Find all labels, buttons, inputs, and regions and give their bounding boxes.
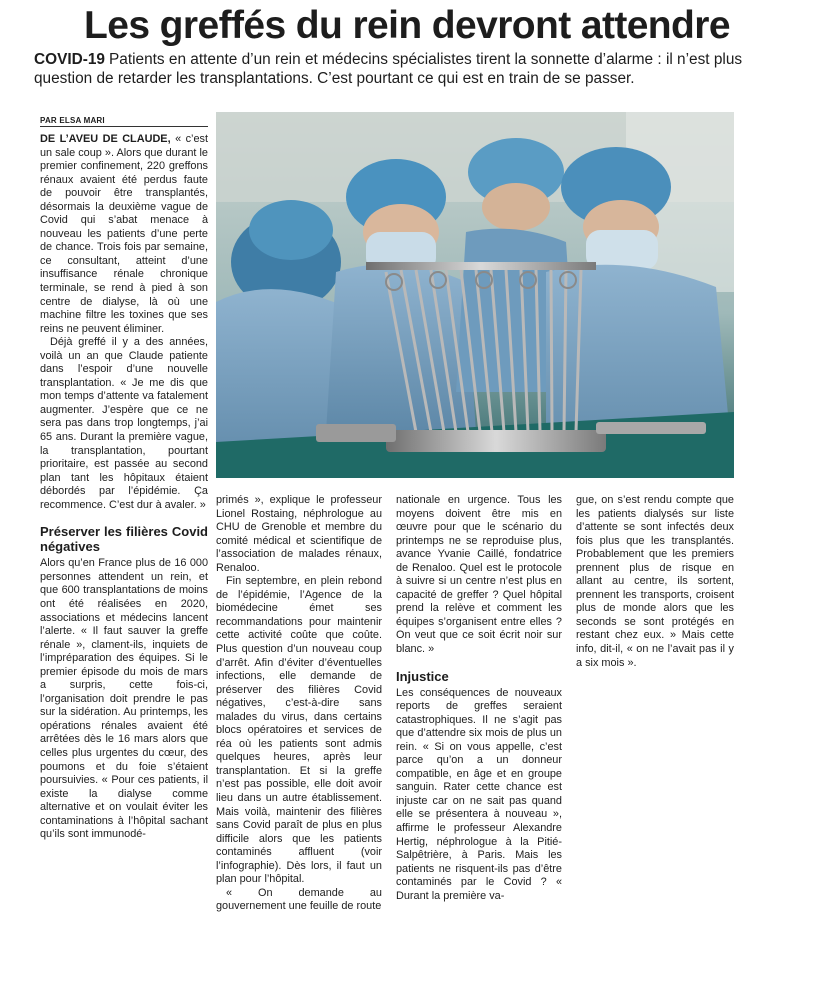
column-1 <box>40 133 208 842</box>
paragraph: Alors qu’en France plus de 16 000 personnes attendent un rein, et que 600 transplantations de moins ont été réalisées en 2020, associations et médecins lancent l’alerte. « Il faut sauver la greffe rénale », clament-ils, inquiets de l’impréparation des équipes. Si le premier épisode du mois de mars a surpris, cette fois-ci, l’organisation doit prendre le pas sur la sidération. Au printemps, les opérations rénales avaient été arrêtées dès le 16 mars alors que celles plus urgentes du cœur, des poumons et du foie s’étaient poursuivies. « Pour ces patients, il existe la dialyse comme alternative et on voulait éviter les contaminations à l’hôpital sachant qu’ils sont immunodé- <box>40 557 208 841</box>
paragraph: gue, on s’est rendu compte que les patients dialysés sur liste d’attente se sont infectés deux fois plus que les transplantés. Probablement que les premiers prennent plus de risque en allant au centre, ils sortent, prennent les transports, croisent plus de monde alors que les seconds se sont protégés en restant chez eux. » Mais cette info, dit-il, « on ne l’avait pas il y a six mois ». <box>576 494 734 669</box>
paragraph: Les conséquences de nouveaux reports de greffes seraient catastrophiques. Il ne s’agit pas que d’attendre six mois de plus un rein. « Si on vous appelle, c’est parce qu’on a un donneur compatible, en âge et en groupe sanguin. Rater cette chance est injuste car on ne sait pas quand elle se présentera à nouveau », affirme le professeur Alexandre Hertig, néphrologue à la Pitié-Salpêtrière, à Paris. Mais les patients ne risquent-ils pas d’être contaminés par le Covid ? « Durant la première va- <box>396 686 562 902</box>
subheading: Injustice <box>396 668 449 684</box>
paragraph-lead: DE L’AVEU DE CLAUDE, <box>40 133 171 145</box>
paragraph: Déjà greffé il y a des années, voilà un an que Claude patiente dans l’espoir d’une nouvelle transplantation. « Je me dis que mon temps d’attente va fatalement augmenter. J’espère que ce ne sera pas dans trop longtemps, j’ai 65 ans. Durant la première vague, la transplantation, pourtant prioritaire, est passée au second plan tant les hôpitaux étaient débordés par l’épidémie. Ça recommence. C’est dur à avaler. » <box>40 336 208 511</box>
byline: PAR ELSA MARI <box>40 116 105 125</box>
byline-rule <box>40 126 208 127</box>
standfirst <box>34 50 786 88</box>
surgery-photo <box>216 112 734 478</box>
column-2 <box>216 494 382 914</box>
paragraph: « On demande au gouvernement une feuille de route <box>216 886 382 913</box>
paragraph-text: « c’est un sale coup ». Alors que durant le premier confinement, 220 greffons rénaux avaient été perdus faute de pouvoir être transplantés, désormais la deuxième vague de Covid qui s’abat menace à nouveau les patients d’une perte de chance. Trois fois par semaine, ce consultant, atteint d’une insuffisance rénale chronique terminale, se rend à pied à son centre de dialyse, là où une machine filtre les toxines que ses reins ne peuvent éliminer. <box>40 133 208 335</box>
paragraph: nationale en urgence. Tous les moyens doivent être mis en œuvre pour que le scénario du printemps ne se reproduise plus, avance Yvanie Caillé, fondatrice de Renaloo. Quel est le protocole à suivre si un centre n’est plus en capacité de greffer ? Quel hôpital prend la relève et comment les équipes s’organisent entre elles ? On veut que ce soit écrit noir sur blanc. » <box>396 494 562 656</box>
subheading: Préserver les filières Covid négatives <box>40 524 208 555</box>
headline: Les greffés du rein devront attendre <box>84 4 730 47</box>
standfirst-text: Patients en attente d’un rein et médecins spécialistes tirent la sonnette d’alarme : il n’est plus question de retarder les transplantations. C’est pourtant ce qui est en train de se passer. <box>34 51 743 87</box>
column-4 <box>576 494 734 670</box>
kicker: COVID-19 <box>34 51 105 68</box>
column-3 <box>396 494 562 903</box>
paragraph <box>40 133 208 336</box>
paragraph: Fin septembre, en plein rebond de l’épidémie, l’Agence de la biomédecine émet ses recommandations pour maintenir cette activité coûte que coûte. Plus question d’un nouveau coup d’arrêt. Afin d’éviter d’éventuelles infections, elle demande de préserver des filières Covid négatives, c’est-à-dire sans malades du virus, dans certains blocs opératoires et services de réa où les patients sont admis quelques heures, après leur transplantation. Et si la greffe n’est pas possible, elle doit avoir lieu dans un autre établissement. Mais voilà, maintenir des filières sans Covid paraît de plus en plus difficile alors que les patients contaminés affluent (voir l’infographie). Dès lors, il faut un plan pour l’hôpital. <box>216 575 382 886</box>
surgical-team-photo-icon <box>216 112 734 478</box>
paragraph: primés », explique le professeur Lionel Rostaing, néphrologue au CHU de Grenoble et membre du comité médical et scientifique de l’association de malades rénaux, Renaloo. <box>216 494 382 574</box>
